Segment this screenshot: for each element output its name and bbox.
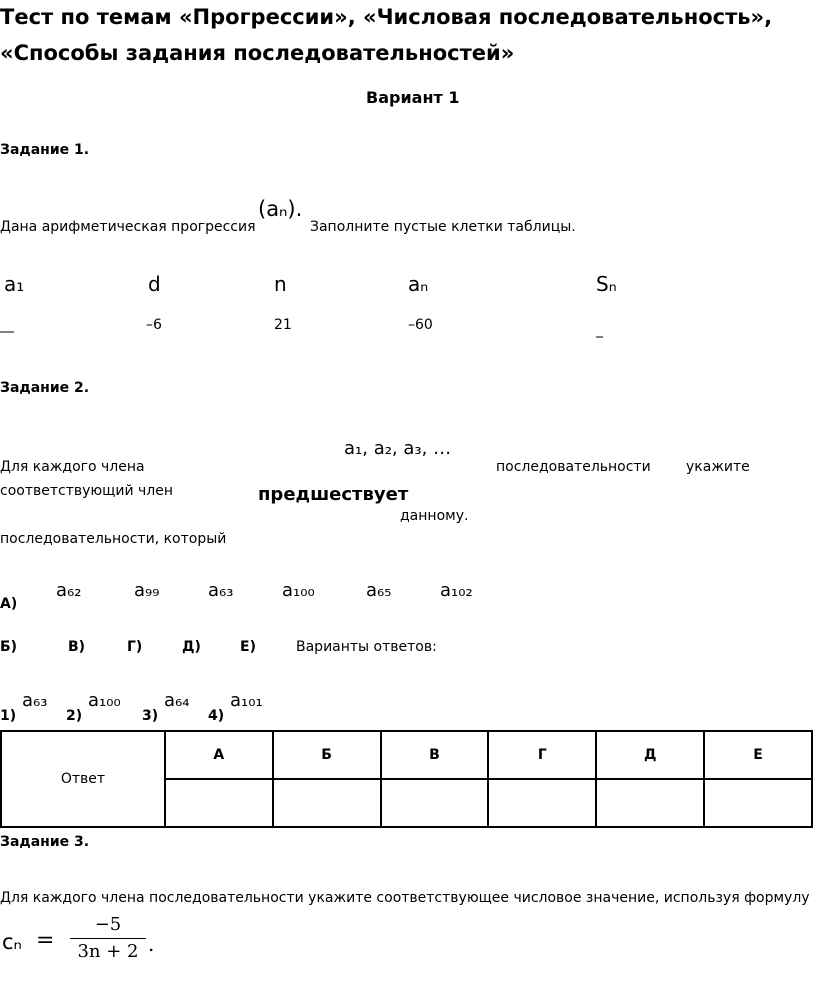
task1-value-a1: __ [0, 317, 14, 333]
task2-option-num-3: 3) [142, 708, 159, 724]
task2-sequence-formula: a₁, a₂, a₃, … [344, 438, 452, 459]
task2-term-d: a₆₅ [366, 580, 392, 601]
task2-term-b: a₉₉ [134, 580, 160, 601]
task1-text-before: Дана арифметическая прогрессия [0, 219, 256, 235]
page-title-line-1: Тест по темам «Прогрессии», «Числовая последовательность», [0, 5, 773, 29]
task2-option-term-4: a₁₀₁ [230, 690, 263, 711]
answer-col-e: Е [704, 731, 812, 779]
task2-emphasis: предшествует [258, 484, 409, 505]
answer-cell-d[interactable] [596, 779, 704, 827]
answer-table [0, 730, 813, 828]
answer-cell-v[interactable] [381, 779, 489, 827]
task1-text-after: Заполните пустые клетки таблицы. [310, 219, 576, 235]
task2-letter-g: Г) [127, 639, 143, 655]
task1-header-sn: Sₙ [596, 272, 617, 296]
task2-text-line3: последовательности, который [0, 531, 227, 547]
task1-value-d: –6 [146, 317, 162, 333]
task2-letter-v: В) [68, 639, 86, 655]
task2-text-left2: соответствующий член [0, 483, 173, 499]
task2-term-a: a₆₂ [56, 580, 82, 601]
task1-value-an: –60 [408, 317, 433, 333]
task3-denominator: 3n + 2 [77, 941, 139, 962]
task2-option-term-3: a₆₄ [164, 690, 190, 711]
task1-value-n: 21 [274, 317, 292, 333]
task2-term-g: a₁₀₀ [282, 580, 315, 601]
task2-term-v: a₆₃ [208, 580, 234, 601]
page-title-line-2: «Способы задания последовательностей» [0, 41, 515, 65]
task2-text-right: укажите [686, 459, 750, 475]
answer-col-v: В [381, 731, 489, 779]
answer-row-label: Ответ [1, 731, 165, 827]
task1-header-n: n [274, 272, 287, 296]
task2-heading: Задание 2. [0, 380, 90, 396]
task1-header-a1: a₁ [4, 272, 25, 296]
task2-letter-d: Д) [182, 639, 201, 655]
task2-letter-b: Б) [0, 639, 18, 655]
task2-option-num-1: 1) [0, 708, 17, 724]
answer-col-g: Г [488, 731, 596, 779]
task2-option-term-1: a₆₃ [22, 690, 48, 711]
task1-formula: (aₙ). [258, 197, 303, 221]
task3-lhs: cₙ [2, 930, 22, 954]
task3-dot: . [148, 932, 155, 956]
answer-cell-e[interactable] [704, 779, 812, 827]
task1-header-d: d [148, 272, 161, 296]
task2-letter-a: А) [0, 596, 18, 612]
answer-cell-g[interactable] [488, 779, 596, 827]
answer-col-d: Д [596, 731, 704, 779]
task1-heading: Задание 1. [0, 142, 90, 158]
variant-label: Вариант 1 [366, 88, 460, 107]
answer-cell-b[interactable] [273, 779, 381, 827]
answer-col-b: Б [273, 731, 381, 779]
task2-option-num-2: 2) [66, 708, 83, 724]
task3-fraction [68, 914, 148, 963]
task3-heading: Задание 3. [0, 834, 90, 850]
task2-letter-e: Е) [240, 639, 256, 655]
task3-equals: = [36, 928, 55, 953]
task2-text-mid: последовательности [496, 459, 651, 475]
task2-option-term-2: a₁₀₀ [88, 690, 121, 711]
task2-variants-label: Варианты ответов: [296, 639, 437, 655]
task1-header-an: aₙ [408, 272, 429, 296]
task2-term-e: a₁₀₂ [440, 580, 473, 601]
answer-col-a: А [165, 731, 273, 779]
task2-text-left1: Для каждого члена [0, 459, 145, 475]
task3-fraction-bar [70, 938, 146, 939]
task2-option-num-4: 4) [208, 708, 225, 724]
task1-value-sn: _ [596, 322, 603, 338]
task3-text: Для каждого члена последовательности укажите соответствующее числовое значение, используя формулу [0, 890, 810, 906]
task2-text-after: данному. [400, 508, 469, 524]
answer-cell-a[interactable] [165, 779, 273, 827]
task3-numerator: −5 [94, 914, 122, 935]
